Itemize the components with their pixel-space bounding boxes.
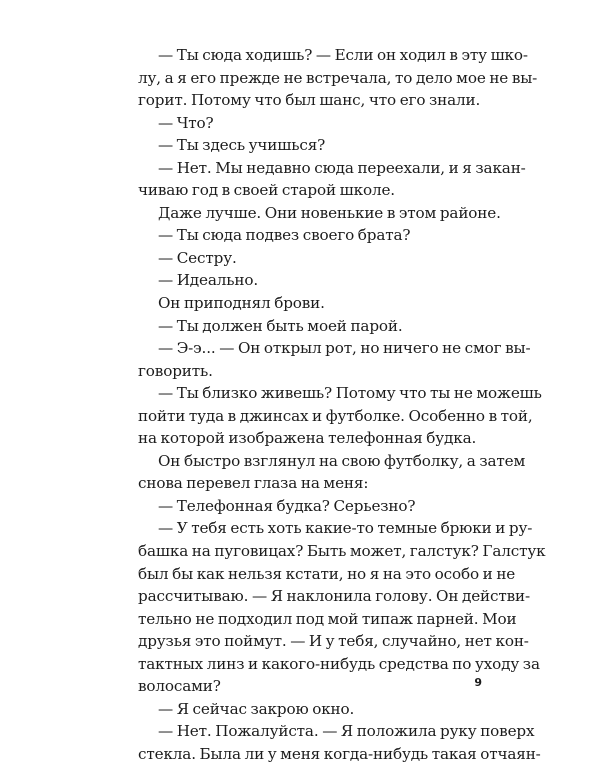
- text-line: лу, а я его прежде не встречала, то дело мое не вы-: [138, 68, 538, 87]
- text-line: — Ты близко живешь? Потому что ты не можешь: [158, 384, 542, 403]
- text-line: — Ты здесь учишься?: [158, 136, 326, 155]
- text-line: друзья это поймут. — И у тебя, случайно, нет кон-: [138, 632, 529, 651]
- text-line: снова перевел глаза на меня:: [138, 474, 369, 493]
- text-line: на которой изображена телефонная будка.: [138, 429, 477, 448]
- text-line: рассчитываю. — Я наклонила голову. Он действи-: [138, 587, 530, 606]
- body-text: [138, 44, 546, 766]
- text-line: горит. Потому что был шанс, что его знали.: [138, 91, 481, 110]
- text-line: был бы как нельзя кстати, но я на это особо и не: [138, 564, 516, 583]
- page-number: 9: [474, 676, 482, 689]
- text-line: — У тебя есть хоть какие-то темные брюки и ру-: [158, 519, 533, 538]
- text-line: — Нет. Пожалуйста. — Я положила руку поверх: [158, 722, 535, 741]
- text-line: — Нет. Мы недавно сюда переехали, и я закан-: [158, 158, 526, 177]
- text-line: — Сестру.: [158, 248, 237, 267]
- text-line: волосами?: [138, 677, 221, 696]
- text-line: пойти туда в джинсах и футболке. Особенно в той,: [138, 406, 533, 425]
- text-line: — Э-э... — Он открыл рот, но ничего не смог вы-: [158, 339, 531, 358]
- text-line: — Телефонная будка? Серьезно?: [158, 496, 416, 515]
- text-line: Он быстро взглянул на свою футболку, а затем: [158, 451, 526, 470]
- text-line: — Ты должен быть моей парой.: [158, 316, 403, 335]
- text-line: чиваю год в своей старой школе.: [138, 181, 395, 200]
- text-line: — Ты сюда ходишь? — Если он ходил в эту шко-: [158, 46, 528, 64]
- text-line: башка на пуговицах? Быть может, галстук? Галстук: [138, 542, 546, 561]
- text-line: тельно не подходил под мой типаж парней. Мои: [138, 609, 517, 628]
- text-line: Он приподнял брови.: [158, 294, 325, 313]
- text-line: — Что?: [158, 113, 214, 132]
- text-line: Даже лучше. Они новенькие в этом районе.: [158, 203, 501, 222]
- text-line: тактных линз и какого-нибудь средства по уходу за: [138, 654, 540, 673]
- text-line: — Я сейчас закрою окно.: [158, 699, 355, 718]
- text-line: — Идеально.: [158, 271, 259, 290]
- text-line: — Ты сюда подвез своего брата?: [158, 226, 411, 245]
- text-line: говорить.: [138, 361, 213, 380]
- text-line: стекла. Была ли у меня когда-нибудь такая отчаян-: [138, 744, 541, 763]
